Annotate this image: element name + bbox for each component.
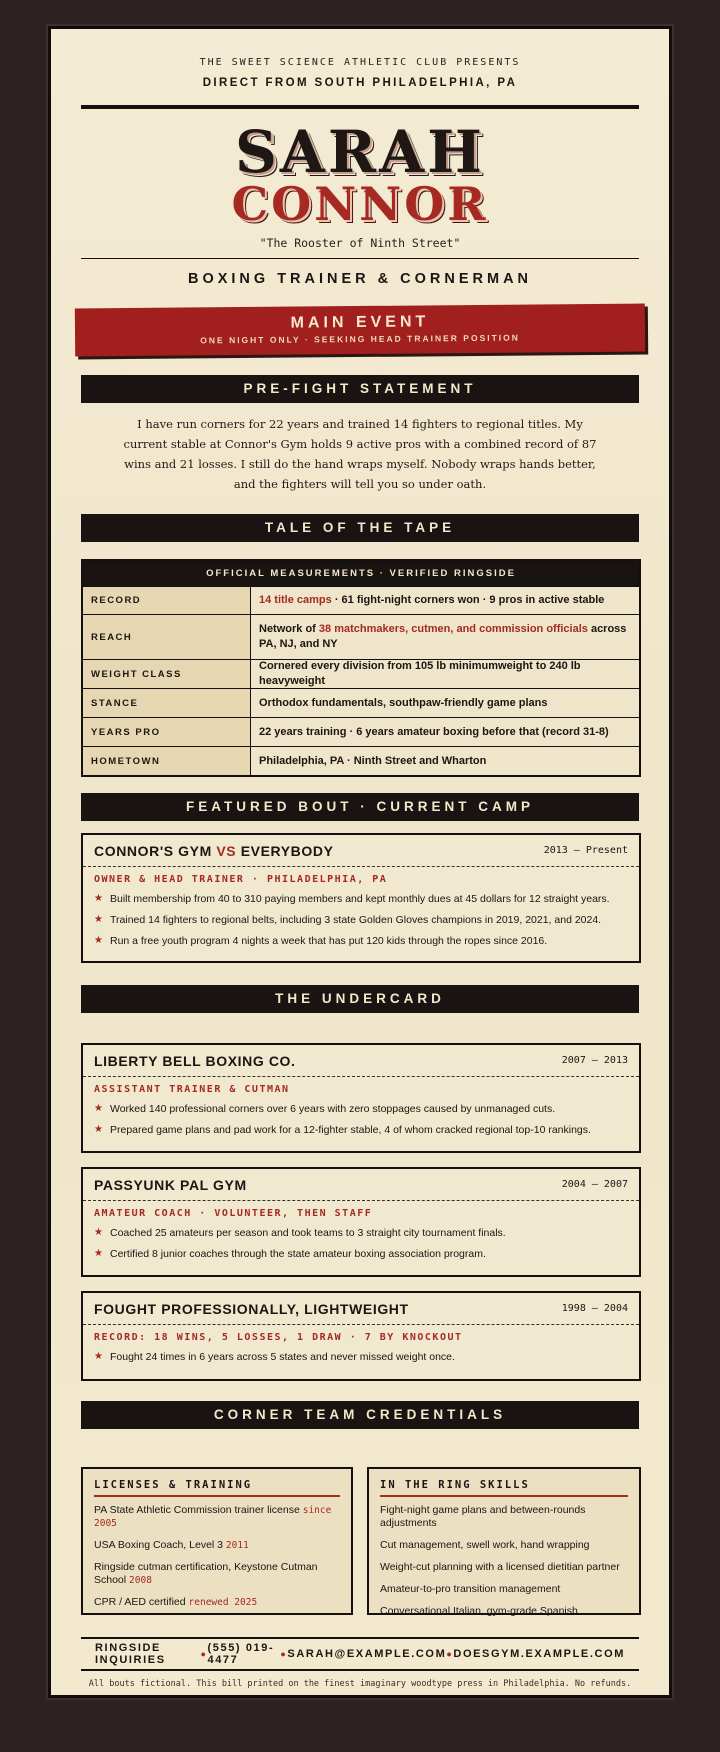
- list-item: ★ Fought 24 times in 6 years across 5 states and never missed weight once.: [94, 1351, 455, 1363]
- licenses-title: LICENSES & TRAINING: [94, 1479, 340, 1497]
- main-event-title: MAIN EVENT: [290, 313, 430, 332]
- contact-label: RINGSIDE INQUIRIES: [95, 1642, 166, 1666]
- featured-bout-card: [81, 833, 641, 963]
- table-row: [83, 659, 639, 688]
- card-role: AMATEUR COACH · VOLUNTEER, THEN STAFF: [94, 1208, 373, 1219]
- list-item: Ringside cutman certification, Keystone Cutman School 2008: [94, 1561, 318, 1586]
- dot-icon: ●: [446, 1649, 454, 1659]
- row-label: WEIGHT CLASS: [83, 660, 251, 688]
- row-value: Philadelphia, PA · Ninth Street and Wharton: [251, 747, 639, 775]
- tape-subheading: OFFICIAL MEASUREMENTS · VERIFIED RINGSIDE: [83, 561, 639, 586]
- table-row: [83, 586, 639, 614]
- card-dates: 2004 – 2007: [561, 1179, 628, 1190]
- first-name: SARAH: [235, 118, 485, 186]
- row-value: Orthodox fundamentals, southpaw-friendly game plans: [251, 689, 639, 717]
- table-row: [83, 614, 639, 659]
- role-title: BOXING TRAINER & CORNERMAN: [187, 271, 533, 287]
- list-item: ★ Coached 25 amateurs per season and took teams to 3 straight city tournament finals.: [94, 1227, 506, 1239]
- list-item: ★ Worked 140 professional corners over 6 years with zero stoppages caused by unmanaged cuts.: [94, 1103, 556, 1115]
- row-label: STANCE: [83, 689, 251, 717]
- dot-icon: ●: [200, 1649, 208, 1659]
- skills-title: IN THE RING SKILLS: [380, 1479, 628, 1497]
- list-item: CPR / AED certified renewed 2025: [94, 1596, 258, 1608]
- section-heading-statement: PRE-FIGHT STATEMENT: [81, 375, 639, 403]
- contact-bar: [81, 1637, 639, 1671]
- card-title: PASSYUNK PAL GYM: [94, 1176, 247, 1193]
- table-row: [83, 688, 639, 717]
- card-header: [83, 1045, 639, 1077]
- row-value: Network of 38 matchmakers, cutmen, and commission officials across PA, NJ, and NY: [251, 615, 639, 659]
- website-link[interactable]: DOESGYM.EXAMPLE.COM: [453, 1648, 625, 1660]
- card-role: RECORD: 18 WINS, 5 LOSSES, 1 DRAW · 7 BY KNOCKOUT: [94, 1332, 463, 1343]
- list-item: ★ Certified 8 junior coaches through the state amateur boxing association program.: [94, 1248, 486, 1260]
- table-row: [83, 717, 639, 746]
- origin-line: DIRECT FROM SOUTH PHILADELPHIA, PA: [202, 77, 518, 89]
- skills-box: [367, 1467, 641, 1615]
- star-icon: ★: [94, 1103, 103, 1114]
- list-item: Conversational Italian, gym-grade Spanish: [380, 1605, 578, 1617]
- main-event-banner: [75, 304, 645, 357]
- card-role: ASSISTANT TRAINER & CUTMAN: [94, 1084, 290, 1095]
- row-value: 22 years training · 6 years amateur boxing before that (record 31-8): [251, 718, 639, 746]
- undercard-bout-card: [81, 1167, 641, 1277]
- list-item: USA Boxing Coach, Level 3 2011: [94, 1539, 249, 1551]
- star-icon: ★: [94, 1351, 103, 1362]
- last-name: CONNOR: [231, 177, 489, 231]
- star-icon: ★: [94, 914, 103, 925]
- licenses-box: [81, 1467, 353, 1615]
- section-heading-tape: TALE OF THE TAPE: [81, 514, 639, 542]
- card-dates: 2013 – Present: [543, 845, 628, 856]
- card-role: OWNER & HEAD TRAINER · PHILADELPHIA, PA: [94, 874, 388, 885]
- highlight: 38 matchmakers, cutmen, and commission officials: [318, 623, 588, 635]
- star-icon: ★: [94, 935, 103, 946]
- table-row: [83, 746, 639, 775]
- row-label: YEARS PRO: [83, 718, 251, 746]
- row-label: HOMETOWN: [83, 747, 251, 775]
- list-item: ★ Trained 14 fighters to regional belts, including 3 state Golden Gloves champions in 2019, 2021, and 2024.: [94, 914, 602, 926]
- undercard-bout-card: [81, 1291, 641, 1381]
- statement-text: I have run corners for 22 years and trained 14 fighters to regional titles. My current stable at Connor's Gym holds 9 active pros with a combined record of 87 wins and 21 losses. I still do the hand wraps myself. Nobody wraps hands better, and the fighters will tell you so under oath.: [123, 417, 597, 491]
- card-dates: 1998 – 2004: [561, 1303, 628, 1314]
- star-icon: ★: [94, 893, 103, 904]
- card-header: [83, 1169, 639, 1201]
- main-event-subtitle: ONE NIGHT ONLY · SEEKING HEAD TRAINER POSITION: [200, 332, 520, 346]
- list-item: ★ Run a free youth program 4 nights a week that has put 120 kids through the ropes since 2016.: [94, 935, 548, 947]
- card-header: [83, 1293, 639, 1325]
- card-title: LIBERTY BELL BOXING CO.: [94, 1052, 296, 1069]
- card-title: CONNOR'S GYM VS EVERYBODY: [94, 842, 334, 859]
- list-item: ★ Built membership from 40 to 310 paying members and kept monthly dues at 45 dollars for 12 straight years.: [94, 893, 610, 905]
- section-heading-undercard: THE UNDERCARD: [81, 985, 639, 1013]
- nickname: "The Rooster of Ninth Street": [259, 236, 461, 250]
- list-item: ★ Prepared game plans and pad work for a 12-fighter stable, 4 of whom cracked regional top-10 rankings.: [94, 1124, 591, 1136]
- row-value: 14 title camps · 61 fight-night corners won · 9 pros in active stable: [251, 587, 639, 614]
- row-label: REACH: [83, 615, 251, 659]
- list-item: Weight-cut planning with a licensed dietitian partner: [380, 1561, 620, 1573]
- section-heading-featured: FEATURED BOUT · CURRENT CAMP: [81, 793, 639, 821]
- footer-note: All bouts fictional. This bill printed on the finest imaginary woodtype press in Philadelphia. No refunds.: [88, 1679, 632, 1689]
- list-item: Cut management, swell work, hand wrapping: [380, 1539, 590, 1551]
- tale-of-the-tape-table: [81, 559, 641, 777]
- presents-line: THE SWEET SCIENCE ATHLETIC CLUB PRESENTS: [199, 57, 521, 68]
- card-title: FOUGHT PROFESSIONALLY, LIGHTWEIGHT: [94, 1300, 409, 1317]
- row-value: Cornered every division from 105 lb minimumweight to 240 lb heavyweight: [251, 660, 639, 688]
- divider: [81, 258, 639, 259]
- list-item: PA State Athletic Commission trainer license since 2005: [94, 1504, 332, 1529]
- star-icon: ★: [94, 1248, 103, 1259]
- section-heading-credentials: CORNER TEAM CREDENTIALS: [81, 1401, 639, 1429]
- list-item: Fight-night game plans and between-rounds adjustments: [380, 1504, 586, 1529]
- card-dates: 2007 – 2013: [561, 1055, 628, 1066]
- dot-icon: ●: [280, 1649, 288, 1659]
- list-item: Amateur-to-pro transition management: [380, 1583, 561, 1595]
- email-link[interactable]: SARAH@EXAMPLE.COM: [287, 1648, 447, 1660]
- star-icon: ★: [94, 1124, 103, 1135]
- divider: [81, 105, 639, 109]
- highlight: 14 title camps: [259, 594, 332, 606]
- star-icon: ★: [94, 1227, 103, 1238]
- row-label: RECORD: [83, 587, 251, 614]
- undercard-bout-card: [81, 1043, 641, 1153]
- poster: [48, 26, 672, 1698]
- phone-link[interactable]: (555) 019-4477: [207, 1642, 275, 1666]
- card-header: [83, 835, 639, 867]
